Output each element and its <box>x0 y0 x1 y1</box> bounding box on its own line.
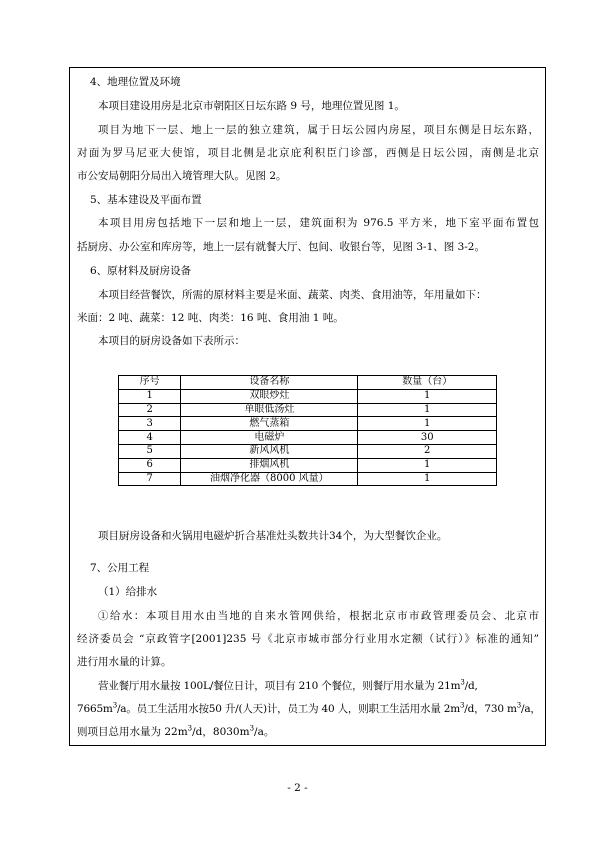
cell-quantity: 1 <box>358 389 497 403</box>
section-7-subheading-water: （1）给排水 <box>98 586 158 598</box>
section-6-paragraph-3: 本项目的厨房设备如下表所示： <box>98 335 245 347</box>
kitchen-equipment-table <box>118 375 497 486</box>
cell-equipment-name: 油烟净化器（8000 风量） <box>181 472 358 486</box>
section-4-paragraph-1: 本项目建设用房是北京市朝阳区日坛东路 9 号，地理位置见图 1。 <box>98 100 405 112</box>
cell-index: 1 <box>119 389 181 403</box>
cell-index: 6 <box>119 458 181 472</box>
section-4-heading: 4、地理位置及环境 <box>90 76 181 88</box>
cell-index: 2 <box>119 403 181 417</box>
water-usage-line-2 <box>77 702 539 716</box>
water-supply-paragraph-line-1: ①给水：本项目用水由当地的自来水管网供给，根据北京市市政管理委员会、北京市 <box>98 610 539 622</box>
superscript-3: 3 <box>187 724 193 733</box>
water-supply-paragraph-line-2: 经济委员会 “京政管字[2001]235 号《北京市城市部分行业用水定额（试行）》标准的通知” <box>77 633 539 645</box>
table-row <box>119 431 497 445</box>
cell-quantity: 30 <box>358 431 497 445</box>
superscript-3: 3 <box>516 701 522 710</box>
cell-quantity: 1 <box>358 458 497 472</box>
water-usage-line-1 <box>98 679 539 693</box>
cell-index: 3 <box>119 417 181 431</box>
header-equipment-name: 设备名称 <box>181 376 358 390</box>
water-usage-text: /d，8030m <box>192 726 250 738</box>
table-row <box>119 417 497 431</box>
section-6-paragraph-2: 米面：2 吨、蔬菜：12 吨、肉类：16 吨、食用油 1 吨。 <box>77 312 344 324</box>
water-usage-text: /a。员工生活用水按50 升/(人天)计，员工为 40 人，则职工生活用水量 2m <box>116 703 460 715</box>
table-row <box>119 458 497 472</box>
section-4-paragraph-2-line-3: 市公安局朝阳分局出入境管理大队。见图 2。 <box>77 170 287 182</box>
section-4-paragraph-2-line-2: 对面为罗马尼亚大使馆，项目北侧是北京庇利积臣门诊部，西侧是日坛公园，南侧是北京 <box>77 147 539 159</box>
cell-index: 4 <box>119 431 181 445</box>
cell-quantity: 1 <box>358 417 497 431</box>
section-4-paragraph-2-line-1: 项目为地下一层、地上一层的独立建筑，属于日坛公园内房屋，项目东侧是日坛东路， <box>98 124 539 136</box>
page-number: - 2 - <box>287 782 308 794</box>
water-usage-text: /d, <box>464 680 478 692</box>
section-7-heading: 7、公用工程 <box>90 562 150 574</box>
water-usage-text: /a， <box>521 703 541 715</box>
table-row <box>119 444 497 458</box>
water-usage-text: 营业餐厅用水量按 100L/餐位日计，项目有 210 个餐位，则餐厅用水量为 21m <box>98 680 461 692</box>
table-row <box>119 403 497 417</box>
section-5-heading: 5、基本建设及平面布置 <box>90 194 202 206</box>
cell-equipment-name: 单眼低汤灶 <box>181 403 358 417</box>
section-6-paragraph-1: 本项目经营餐饮，所需的原材料主要是米面、蔬菜、肉类、食用油等，年用量如下： <box>98 289 487 301</box>
section-6-heading: 6、原材料及厨房设备 <box>90 265 192 277</box>
section-5-paragraph-line-2: 括厨房、办公室和库房等，地上一层有就餐大厅、包间、收银台等，见图 3-1、图 3-2。 <box>77 241 485 253</box>
water-usage-line-3 <box>77 725 539 739</box>
table-row <box>119 472 497 486</box>
cell-equipment-name: 电磁炉 <box>181 431 358 445</box>
cell-equipment-name: 新风风机 <box>181 444 358 458</box>
cell-quantity: 1 <box>358 472 497 486</box>
header-index: 序号 <box>119 376 181 390</box>
table-header-row <box>119 376 497 390</box>
water-usage-text: /d，730 m <box>464 703 517 715</box>
cell-equipment-name: 排烟风机 <box>181 458 358 472</box>
table-row <box>119 389 497 403</box>
cell-quantity: 1 <box>358 403 497 417</box>
superscript-3: 3 <box>249 724 255 733</box>
superscript-3: 3 <box>460 701 465 710</box>
water-usage-text: 则项目总用水量为 22m <box>77 726 188 738</box>
section-6-paragraph-4: 项目厨房设备和火锅用电磁炉折合基准灶头数共计34个，为大型餐饮企业。 <box>98 530 448 542</box>
water-usage-text: 7665m <box>77 703 113 715</box>
section-5-paragraph-line-1: 本项目用房包括地下一层和地上一层，建筑面积为 976.5 平方米，地下室平面布置包 <box>98 217 539 229</box>
header-quantity: 数量（台） <box>358 376 497 390</box>
cell-equipment-name: 燃气蒸箱 <box>181 417 358 431</box>
superscript-3: 3 <box>460 678 465 687</box>
cell-index: 5 <box>119 444 181 458</box>
water-supply-paragraph-line-3: 进行用水量的计算。 <box>77 656 172 668</box>
cell-quantity: 2 <box>358 444 497 458</box>
water-usage-text: /a。 <box>254 726 275 738</box>
superscript-3: 3 <box>112 701 117 710</box>
cell-equipment-name: 双眼炒灶 <box>181 389 358 403</box>
cell-index: 7 <box>119 472 181 486</box>
